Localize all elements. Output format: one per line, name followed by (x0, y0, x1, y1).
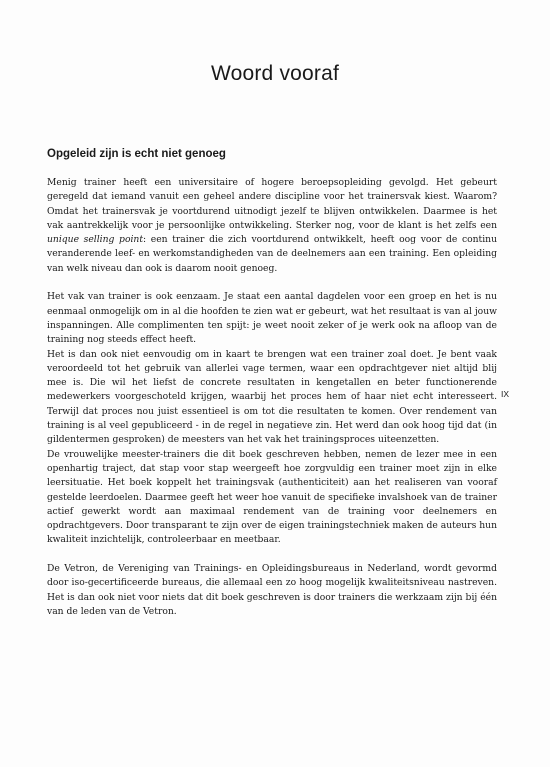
paragraph-1-part-a: Menig trainer heeft een universitaire of hogere beroepsopleiding gevolgd. Het gebeurt geregeld dat iemand vanuit een geheel andere discipline voor het trainersvak kiest. Waarom? Omdat het trainersvak je voortdurend uitnodigt jezelf te blijven ontwikkelen. Daarmee is het vak aantrekkelijk voor je persoonlijke ontwikkeling. Sterker nog, voor de klant is het zelfs een (47, 177, 497, 231)
paragraph-1-part-b: : een trainer die zich voortdurend ontwikkelt, heeft oog voor de continu veranderende leef- en werkomstandigheden van de deelnemers aan een training. Een opleiding van welk niveau dan ook is daarom nooit genoeg. (47, 234, 497, 274)
page-number: IX (501, 389, 510, 399)
paragraph-5: De Vetron, de Vereniging van Trainings- en Opleidingsbureaus in Nederland, wordt gevormd door iso-gecertificeerde bureaus, die allemaal een zo hoog mogelijk kwaliteitsniveau nastreven. Het is dan ook niet voor niets dat dit boek geschreven is door trainers die werkzaam zijn bij één van de leden van de Vetron. (47, 563, 497, 617)
section-heading: Opgeleid zijn is echt niet genoeg (47, 148, 226, 160)
paragraph-1 (47, 176, 497, 276)
page-title: Woord vooraf (210, 62, 340, 85)
paragraph-3: Het is dan ook niet eenvoudig om in kaart te brengen wat een trainer zoal doet. Je bent vaak veroordeeld tot het gebruik van allerlei vage termen, waar een opdrachtgever niet altijd blij mee is. Die wil het liefst de concrete resultaten in kengetallen en beter functionerende medewerkers voorgeschoteld krijgen, waarbij het proces hem of haar niet echt interesseert. Terwijl dat proces nou juist essentieel is om tot die resultaten te komen. Over rendement van training is al veel gepubliceerd - in de regel in negatieve zin. Het werd dan ook hoog tijd dat (in gildentermen gesproken) de meesters van het vak het trainingsproces uiteenzetten. (47, 348, 497, 446)
body-text (47, 176, 497, 619)
paragraph-1-emphasis: unique selling point (47, 234, 144, 246)
paragraph-4: De vrouwelijke meester-trainers die dit boek geschreven hebben, nemen de lezer mee in een openhartig traject, dat stap voor stap weergeeft hoe zorgvuldig een trainer moet zijn in elke leersituatie. Het boek koppelt het trainingsvak (authenticiteit) aan het realiseren van vooraf gestelde leerdoelen. Daarmee geeft het weer hoe vanuit de specifieke invalshoek van de trainer actief gewerkt wordt aan maximaal rendement van de training voor deelnemers en opdrachtgevers. Door transparant te zijn over de eigen trainingstechniek maken de auteurs hun kwaliteit inzichtelijk, controleerbaar en meetbaar. (47, 448, 497, 546)
paragraph-2: Het vak van trainer is ook eenzaam. Je staat een aantal dagdelen voor een groep en het is nu eenmaal onmogelijk om in al die hoofden te zien wat er gebeurt, wat het resultaat is van al jouw inspanningen. Alle complimenten ten spijt: je weet nooit zeker of je werk ook na afloop van de training nog steeds effect heeft. (47, 291, 497, 346)
